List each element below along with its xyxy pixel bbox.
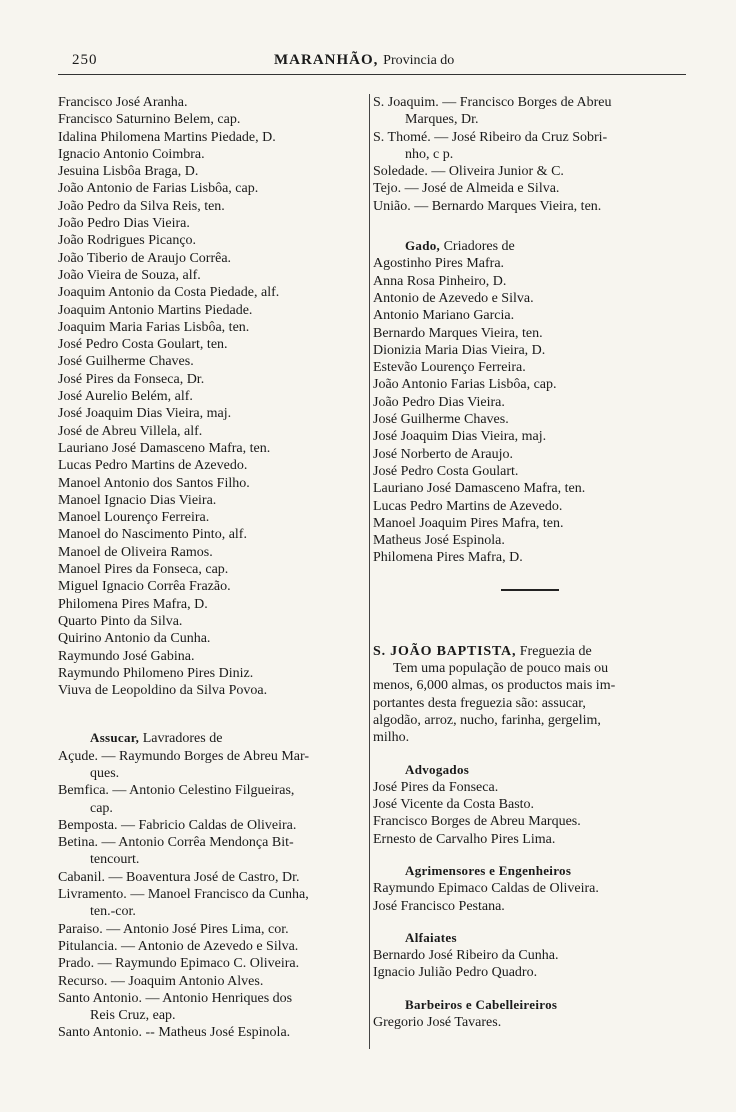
name-entry: Francisco José Aranha. [58,95,188,110]
name-entry: João Tiberio de Araujo Corrêa. [58,250,232,266]
locality-entry-cont: Marques, Dr. [405,112,479,128]
name-entry: Idalina Philomena Martins Piedade, D. [58,129,276,145]
assucar-place: Santo Antonio. [58,990,143,1006]
assucar-heading-rest: Lavradores de [142,731,223,747]
name-entry: Viuva de Leopoldino da Silva Povoa. [58,683,268,699]
assucar-owner: Antonio de Azevedo e Silva. [137,938,299,954]
assucar-owner: Antonio Henriques dos [162,990,293,1006]
header-rule [58,74,686,75]
province-name: MARANHÃO, [274,52,379,68]
gado-entry: Estevão Lourenço Ferreira. [373,360,526,376]
name-entry: José de Abreu Villela, alf. [58,423,203,439]
gado-entry: Manoel Joaquim Pires Mafra, ten. [373,515,564,531]
assucar-heading [58,729,366,747]
gado-entry: Anna Rosa Pinheiro, D. [373,273,507,289]
gado-entry: Bernardo Marques Vieira, ten. [373,325,543,341]
gado-entry: Philomena Pires Mafra, D. [373,550,523,566]
page-subtitle: Provincia do [383,53,455,68]
assucar-place: Betina. [58,835,99,851]
gado-entry: Antonio Mariano Garcia. [373,308,515,324]
name-entry: Lauriano José Damasceno Mafra, ten. [58,440,271,456]
gado-entry: José Guilherme Chaves. [373,412,509,428]
page-header [58,52,498,74]
assucar-entry [58,973,366,990]
assucar-entry [58,886,366,903]
assucar-owner: Antonio Corrêa Mendonça Bit- [118,835,294,851]
name-entry: Miguel Ignacio Corrêa Frazão. [58,579,231,595]
name-entry: Francisco Saturnino Belem, cap. [58,112,241,128]
name-entry: Raymundo José Gabina. [58,648,195,664]
assucar-owner: Manoel Francisco da Cunha, [147,887,309,903]
assucar-owner: Antonio José Pires Lima, cor. [122,921,289,937]
assucar-owner: Matheus José Espinola. [158,1025,291,1041]
name-entry: Ignacio Antonio Coimbra. [58,146,205,162]
parish-text-line: algodão, arroz, nucho, farinha, gergelim, [373,712,601,728]
advogado-entry: José Vicente da Costa Basto. [373,797,535,813]
name-entry: Philomena Pires Mafra, D. [58,596,208,612]
gado-entry: João Pedro Dias Vieira. [373,394,505,410]
advogado-entry: Ernesto de Carvalho Pires Lima. [373,831,556,847]
assucar-dash: — [101,835,116,851]
assucar-place: Açude. [58,748,99,764]
assucar-place: Pitulancia. [58,938,118,954]
name-entry: Lucas Pedro Martins de Azevedo. [58,458,248,474]
assucar-owner: Boaventura José de Castro, Dr. [126,869,300,885]
advogados-heading [373,761,689,779]
assucar-dash: — [101,748,116,764]
name-entry: Joaquim Antonio da Costa Piedade, alf. [58,285,280,301]
page-number: 250 [72,52,98,68]
parish-label: Freguezia de [519,643,592,659]
gado-heading [373,237,689,255]
name-entry: Manoel Ignacio Dias Vieira. [58,492,217,508]
parish-heading [373,643,689,660]
barbeiros-heading [373,996,689,1014]
locality-entry: S. Joaquim. — Francisco Borges de Abreu [373,95,612,110]
name-entry: Raymundo Philomeno Pires Diniz. [58,665,254,681]
assucar-entry-cont: tencourt. [90,852,140,868]
alfaiates-list [373,947,689,982]
assucar-place: Santo Antonio. [58,1025,143,1041]
assucar-owner: Joaquim Antonio Alves. [128,973,264,989]
assucar-place: Cabanil. [58,869,106,885]
assucar-owner: Antonio Celestino Filgueiras, [129,783,295,799]
locality-entry: S. Thomé. — José Ribeiro da Cruz Sobri- [373,129,608,145]
locality-entry: União. — Bernardo Marques Vieira, ten. [373,198,602,214]
name-entry: José Pedro Costa Goulart, ten. [58,337,228,353]
assucar-owner: Fabricio Caldas de Oliveira. [138,817,297,833]
gado-entry: Antonio de Azevedo e Silva. [373,290,534,306]
name-entry: Jesuina Lisbôa Braga, D. [58,164,199,180]
locality-entry: Tejo. — José de Almeida e Silva. [373,181,560,197]
agrimensores-heading [373,862,689,880]
name-entry: Joaquim Antonio Martins Piedade. [58,302,253,318]
assucar-place: Prado. [58,956,95,972]
assucar-place: Paraiso. [58,921,103,937]
left-column [58,94,366,1042]
assucar-place: Recurso. [58,973,108,989]
agrimensores-list [373,880,689,915]
advogados-list [373,779,689,848]
assucar-dash: -- [145,1025,155,1041]
assucar-entry [58,921,366,938]
gado-entry: Matheus José Espinola. [373,533,505,549]
parish-name: S. JOÃO BAPTISTA, [373,643,517,659]
assucar-entry-cont: Reis Cruz, eap. [90,1008,176,1024]
name-entry: José Aurelio Belém, alf. [58,389,193,405]
name-entry: José Pires da Fonseca, Dr. [58,371,205,387]
parish-text-line: Tem uma população de pouco mais ou [393,661,609,677]
name-entry: João Rodrigues Picanço. [58,233,197,249]
name-entry: Manoel do Nascimento Pinto, alf. [58,527,247,543]
name-entry: Manoel de Oliveira Ramos. [58,544,213,560]
alfaiates-heading [373,929,689,947]
column-divider [369,94,370,1049]
name-entry: Quirino Antonio da Cunha. [58,631,211,647]
gado-entry: João Antonio Farias Lisbôa, cap. [373,377,557,393]
assucar-entry-cont: ten.-cor. [90,904,136,920]
assucar-dash: — [112,783,127,799]
gado-entry: Dionizia Maria Dias Vieira, D. [373,342,546,358]
name-entry: José Guilherme Chaves. [58,354,194,370]
assucar-heading-bold: Assucar, [90,730,140,746]
assucar-entry [58,834,366,851]
assucar-dash: — [121,938,135,954]
parish-text-line: menos, 6,000 almas, os productos mais im- [373,678,616,694]
name-entry: Manoel Lourenço Ferreira. [58,510,210,526]
name-entry: Joaquim Maria Farias Lisbôa, ten. [58,319,250,335]
advogado-entry: José Pires da Fonseca. [373,779,499,795]
assucar-dash: — [145,990,160,1006]
locality-entry-cont: nho, c p. [405,146,454,162]
name-entry: João Pedro da Silva Reis, ten. [58,198,225,214]
name-entry: João Antonio de Farias Lisbôa, cap. [58,181,259,197]
gado-entry: Lauriano José Damasceno Mafra, ten. [373,481,586,497]
assucar-dash: — [110,973,125,989]
assucar-entry [58,748,366,765]
assucar-dash: — [97,956,112,972]
name-entry: João Pedro Dias Vieira. [58,216,190,232]
assucar-place: Bemfica. [58,783,109,799]
locality-entry: Soledade. — Oliveira Junior & C. [373,164,564,180]
right-top-list [373,94,689,215]
left-name-list [58,94,366,699]
parish-text-line: milho. [373,730,410,746]
parish-paragraph [373,660,689,746]
gado-entry: José Pedro Costa Goulart. [373,463,519,479]
assucar-dash: — [121,817,135,833]
assucar-entry [58,869,366,886]
alfaiate-entry: Ignacio Julião Pedro Quadro. [373,965,538,981]
right-column [373,94,689,1031]
assucar-entry-cont: ques. [90,765,120,781]
assucar-dash: — [108,869,123,885]
parish-text-line: portantes desta freguezia são: assucar, [373,695,586,711]
name-entry: Manoel Antonio dos Santos Filho. [58,475,250,491]
gado-entry: José Norberto de Araujo. [373,446,513,462]
assucar-entry [58,938,366,955]
assucar-entry [58,817,366,834]
assucar-place: Bemposta. [58,817,118,833]
name-entry: José Joaquim Dias Vieira, maj. [58,406,232,422]
assucar-list [58,748,366,1042]
agrimensor-entry: Raymundo Epimaco Caldas de Oliveira. [373,881,599,897]
advogados-heading-text: Advogados [405,761,470,777]
barbeiros-heading-text: Barbeiros e Cabelleireiros [405,996,558,1012]
gado-entry: José Joaquim Dias Vieira, maj. [373,429,547,445]
gado-heading-bold: Gado, [405,238,441,254]
alfaiates-heading-text: Alfaiates [405,929,457,945]
gado-heading-rest: Criadores de [443,239,515,255]
alfaiate-entry: Bernardo José Ribeiro da Cunha. [373,948,559,964]
gado-list [373,255,689,566]
assucar-owner: Raymundo Borges de Abreu Mar- [119,748,310,764]
assucar-dash: — [130,887,145,903]
assucar-place: Livramento. [58,887,127,903]
gado-entry: Lucas Pedro Martins de Azevedo. [373,498,563,514]
assucar-entry-cont: cap. [90,800,113,816]
barbeiro-entry: Gregorio José Tavares. [373,1015,502,1031]
name-entry: Quarto Pinto da Silva. [58,613,183,629]
barbeiros-list [373,1014,689,1031]
page-title [274,52,454,69]
name-entry: João Vieira de Souza, alf. [58,267,201,283]
name-entry: Manoel Pires da Fonseca, cap. [58,562,229,578]
assucar-entry [58,990,366,1007]
assucar-owner: Raymundo Epimaco C. Oliveira. [115,956,300,972]
assucar-entry [58,782,366,799]
agrimensor-entry: José Francisco Pestana. [373,898,505,914]
assucar-dash: — [106,921,121,937]
agrimensores-heading-text: Agrimensores e Engenheiros [405,862,572,878]
advogado-entry: Francisco Borges de Abreu Marques. [373,814,581,830]
assucar-entry [58,955,366,972]
assucar-entry [58,1024,366,1041]
gado-entry: Agostinho Pires Mafra. [373,256,505,272]
